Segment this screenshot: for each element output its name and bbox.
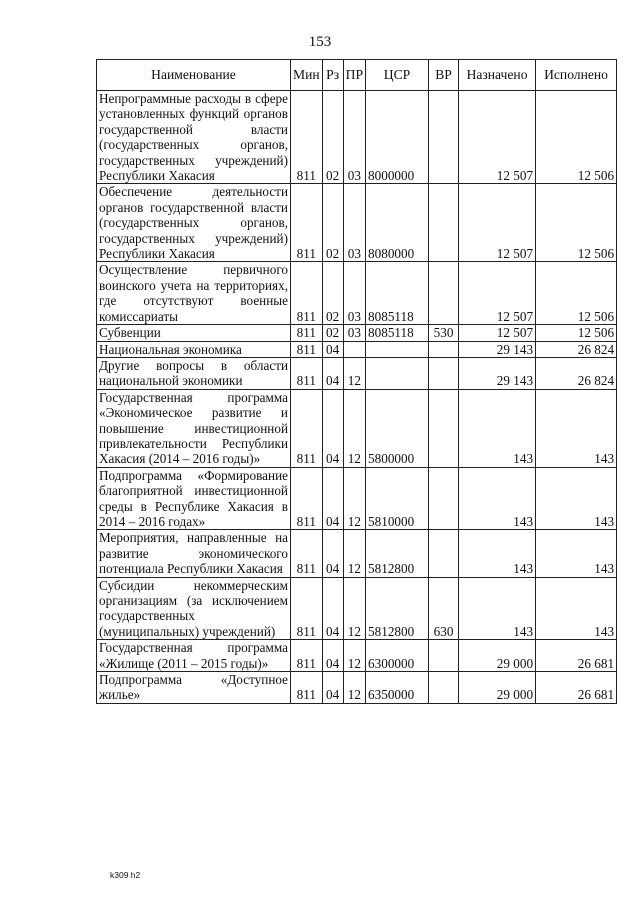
cell-min: 811 [291,389,323,467]
table-row [97,91,617,184]
cell-min: 811 [291,530,323,577]
cell-csr: 8000000 [366,91,429,184]
cell-csr: 6350000 [366,672,429,704]
cell-min: 811 [291,672,323,704]
col-header-name: Наименование [97,60,291,91]
cell-assigned: 29 143 [459,341,536,357]
table-header-row [97,60,617,91]
cell-csr: 8080000 [366,184,429,262]
cell-min: 811 [291,467,323,530]
cell-rz: 04 [322,640,343,672]
cell-name: Подпрограмма «Доступное жилье» [97,672,291,704]
cell-vr [429,91,459,184]
cell-min: 811 [291,341,323,357]
cell-name: Государственная программа «Экономическое развитие и повышение инвестиционной привлекательности Республики Хакасия (2014 – 2016 годы)» [97,389,291,467]
cell-rz: 04 [322,341,343,357]
cell-pr: 12 [343,672,365,704]
cell-assigned: 143 [459,577,536,640]
cell-csr: 8085118 [366,262,429,325]
cell-pr: 03 [343,262,365,325]
cell-name: Государственная программа «Жилище (2011 – 2015 годы)» [97,640,291,672]
cell-csr: 5810000 [366,467,429,530]
cell-rz: 02 [322,262,343,325]
cell-csr: 5812800 [366,530,429,577]
cell-assigned: 143 [459,389,536,467]
cell-executed: 26 681 [536,640,617,672]
col-header-min: Мин [291,60,323,91]
cell-min: 811 [291,262,323,325]
cell-min: 811 [291,577,323,640]
cell-vr [429,530,459,577]
table-row [97,357,617,389]
cell-executed: 26 824 [536,341,617,357]
col-header-vr: ВР [429,60,459,91]
table-row [97,672,617,704]
cell-executed: 12 506 [536,184,617,262]
cell-min: 811 [291,184,323,262]
cell-executed: 12 506 [536,325,617,341]
cell-name: Подпрограмма «Формирование благоприятной инвестиционной среды в Республике Хакасия в 2014 – 2016 годах» [97,467,291,530]
cell-rz: 04 [322,672,343,704]
cell-rz: 02 [322,91,343,184]
cell-name: Другие вопросы в области национальной экономики [97,357,291,389]
cell-assigned: 29 143 [459,357,536,389]
cell-assigned: 29 000 [459,672,536,704]
cell-pr: 12 [343,640,365,672]
cell-vr [429,262,459,325]
cell-vr [429,389,459,467]
cell-rz: 04 [322,577,343,640]
cell-pr: 03 [343,325,365,341]
cell-vr: 630 [429,577,459,640]
col-header-csr: ЦСР [366,60,429,91]
cell-min: 811 [291,357,323,389]
cell-min: 811 [291,325,323,341]
cell-executed: 143 [536,530,617,577]
cell-csr [366,341,429,357]
cell-name: Непрограммные расходы в сфере установленных функций органов государственной власти (государственных органов, государственных учреждений) Республики Хакасия [97,91,291,184]
cell-executed: 12 506 [536,262,617,325]
cell-vr: 530 [429,325,459,341]
cell-executed: 143 [536,389,617,467]
cell-name: Субсидии некоммерческим организациям (за исключением государственных (муниципальных) учреждений) [97,577,291,640]
col-header-assigned: Назначено [459,60,536,91]
cell-csr: 8085118 [366,325,429,341]
cell-name: Национальная экономика [97,341,291,357]
table-row [97,640,617,672]
cell-vr [429,341,459,357]
cell-assigned: 143 [459,530,536,577]
cell-csr: 6300000 [366,640,429,672]
cell-vr [429,357,459,389]
table-row [97,467,617,530]
cell-pr: 12 [343,357,365,389]
cell-name: Осуществление первичного воинского учета на территориях, где отсутствуют военные комиссариаты [97,262,291,325]
footer-code: k309 h2 [110,870,141,880]
cell-name: Обеспечение деятельности органов государственной власти (государственных органов, государственных учреждений) Республики Хакасия [97,184,291,262]
cell-vr [429,672,459,704]
cell-rz: 02 [322,325,343,341]
table-row [97,389,617,467]
cell-pr: 03 [343,91,365,184]
table-row [97,262,617,325]
cell-vr [429,467,459,530]
cell-vr [429,184,459,262]
cell-pr: 12 [343,389,365,467]
cell-assigned: 12 507 [459,262,536,325]
cell-name: Субвенции [97,325,291,341]
cell-pr [343,341,365,357]
table-body [97,91,617,704]
cell-csr: 5800000 [366,389,429,467]
cell-executed: 12 506 [536,91,617,184]
cell-rz: 04 [322,389,343,467]
cell-vr [429,640,459,672]
col-header-pr: ПР [343,60,365,91]
cell-pr: 03 [343,184,365,262]
cell-assigned: 12 507 [459,91,536,184]
page-number: 153 [308,34,332,50]
cell-rz: 04 [322,530,343,577]
cell-rz: 02 [322,184,343,262]
cell-rz: 04 [322,357,343,389]
cell-pr: 12 [343,530,365,577]
cell-executed: 143 [536,467,617,530]
cell-assigned: 143 [459,467,536,530]
cell-min: 811 [291,91,323,184]
cell-assigned: 12 507 [459,325,536,341]
table-row [97,325,617,341]
table-row [97,341,617,357]
cell-min: 811 [291,640,323,672]
cell-executed: 26 681 [536,672,617,704]
table-row [97,184,617,262]
col-header-rz: Рз [322,60,343,91]
budget-table [96,59,617,704]
table-row [97,530,617,577]
table-row [97,577,617,640]
col-header-executed: Исполнено [536,60,617,91]
cell-assigned: 12 507 [459,184,536,262]
cell-assigned: 29 000 [459,640,536,672]
cell-executed: 143 [536,577,617,640]
cell-csr [366,357,429,389]
cell-pr: 12 [343,467,365,530]
cell-csr: 5812800 [366,577,429,640]
cell-rz: 04 [322,467,343,530]
cell-executed: 26 824 [536,357,617,389]
cell-name: Мероприятия, направленные на развитие экономического потенциала Республики Хакасия [97,530,291,577]
cell-pr: 12 [343,577,365,640]
